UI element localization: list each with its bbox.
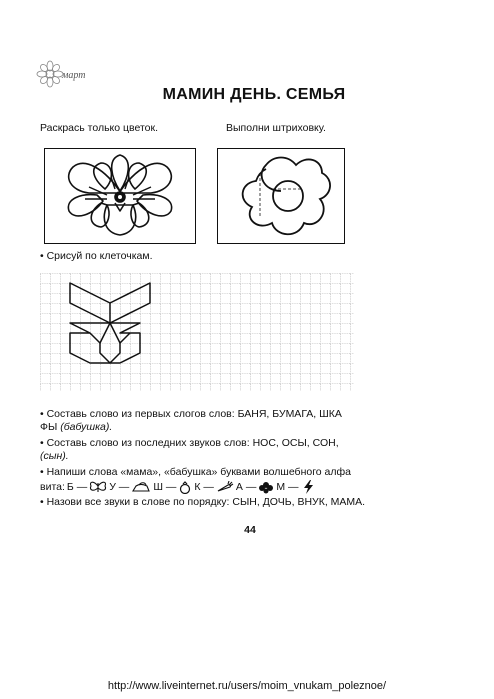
task-color-flower: Раскрась только цветок. <box>40 122 159 134</box>
alphabet-prefix: вита: <box>40 480 65 493</box>
bullet-1-line-1: • Составь слово из первых слогов слов: БАНЯ, БУМАГА, ШКА <box>40 408 342 420</box>
alphabet-k: К — <box>194 480 214 493</box>
pansy-drawing <box>45 149 195 243</box>
page-number: 44 <box>244 524 256 536</box>
carrot-icon <box>216 481 234 493</box>
grid-task-label: • Срисуй по клеточкам. <box>40 250 153 262</box>
hatching-frame <box>217 148 345 244</box>
page-title: МАМИН ДЕНЬ. СЕМЬЯ <box>162 86 346 103</box>
copy-grid <box>40 273 354 391</box>
bullet-1-continuation: ФЫ <box>40 421 58 433</box>
bullet-2-answer: (сын). <box>40 450 69 462</box>
ring-icon <box>178 481 192 494</box>
bullet-1-answer: (бабушка). <box>60 421 113 433</box>
lightning-icon <box>301 480 315 494</box>
butterfly-icon <box>89 480 107 494</box>
alphabet-a: А — <box>235 480 257 493</box>
alphabet-u: У — <box>109 480 130 493</box>
alphabet-sh: Ш — <box>153 480 177 493</box>
bullet-2-line-2 <box>40 450 69 463</box>
task-hatching: Выполни штриховку. <box>226 122 326 134</box>
flower-icon <box>258 480 274 494</box>
bullet-2-line-1: • Составь слово из последних звуков слов: НОС, ОСЫ, СОН, <box>40 437 339 449</box>
footer-url: http://www.liveinternet.ru/users/moim_vnukam_poleznoe/ <box>107 680 387 692</box>
alphabet-m: М — <box>276 480 299 493</box>
iron-icon <box>131 481 151 493</box>
bullet-1-line-2 <box>40 421 112 434</box>
alphabet-b: Б — <box>66 480 88 493</box>
five-petal-flower-drawing <box>218 149 344 243</box>
coloring-frame <box>44 148 196 244</box>
magic-alphabet-line <box>40 480 315 494</box>
month-label: март <box>62 70 86 81</box>
bullet-3-line-1: • Напиши слова «мама», «бабушка» буквами волшебного алфа <box>40 466 352 478</box>
bullet-4: • Назови все звуки в слове по порядку: СЫН, ДОЧЬ, ВНУК, МАМА. <box>40 496 366 508</box>
